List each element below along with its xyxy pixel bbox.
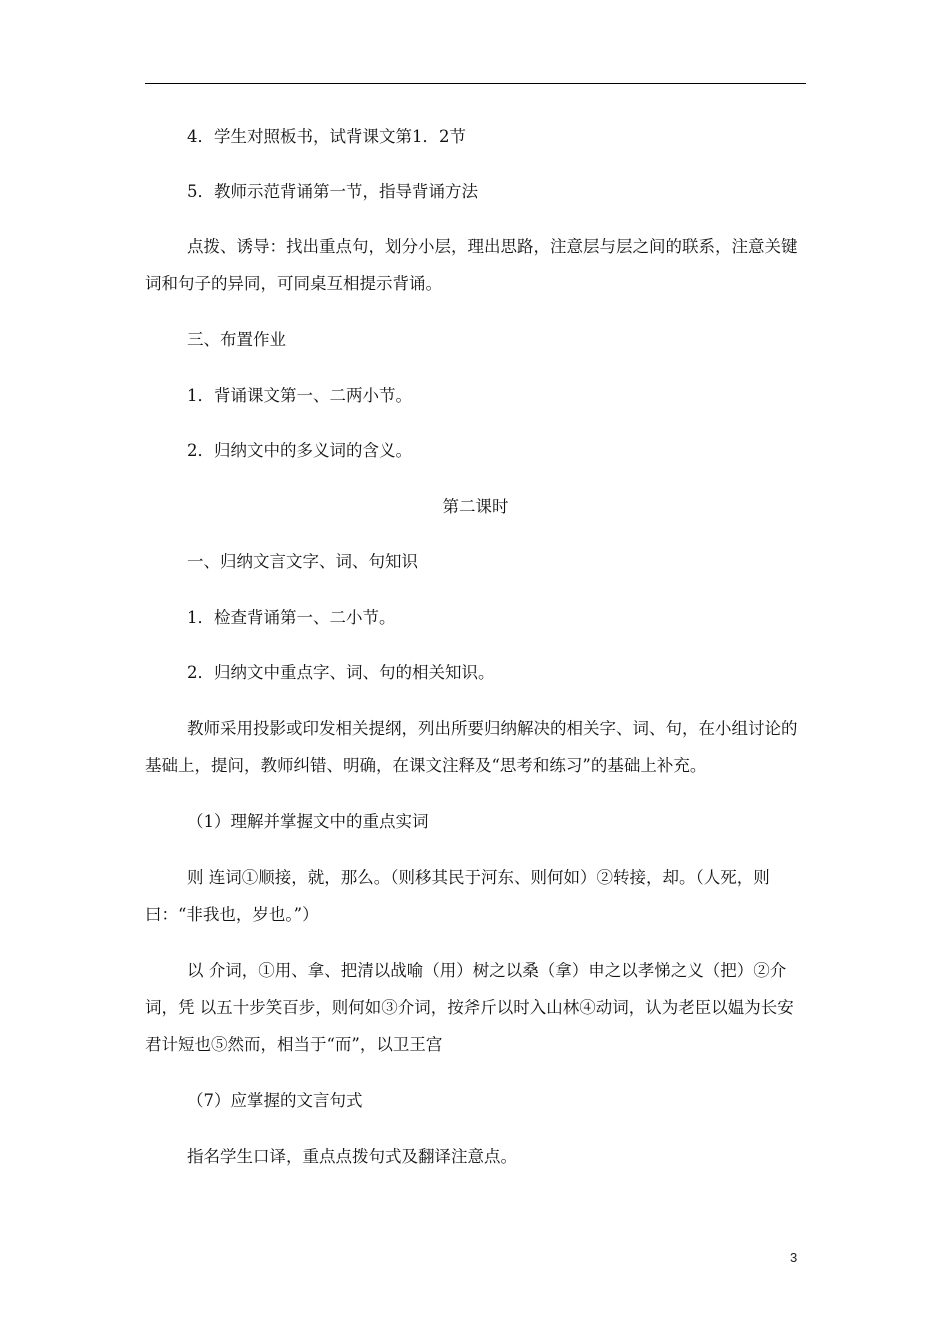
text-line: 教师采用投影或印发相关提纲，列出所要归纳解决的相关字、词、句，在小组讨论的 xyxy=(187,719,798,738)
subsection-heading: （7）应掌握的文言句式 xyxy=(187,1091,363,1110)
subsection-heading: （1）理解并掌握文中的重点实词 xyxy=(187,812,429,831)
text-line: 词和句子的异同，可同桌互相提示背诵。 xyxy=(145,274,442,293)
page-number: 3 xyxy=(790,1250,798,1265)
text-line: 曰：“非我也，岁也。”） xyxy=(145,905,319,924)
text-line: 基础上，提问，教师纠错、明确，在课文注释及“思考和练习”的基础上补充。 xyxy=(145,756,707,775)
text-line: 4．学生对照板书，试背课文第1．2节 xyxy=(187,127,466,146)
text-line: 2．归纳文中的多义词的含义。 xyxy=(187,441,412,460)
text-line: 词，凭 以五十步笑百步，则何如③介词，按斧斤以时入山林④动词，认为老臣以媪为长安 xyxy=(145,998,794,1017)
text-line: 君计短也⑤然而，相当于“而”，以卫王宫 xyxy=(145,1035,443,1054)
text-line: 指名学生口译，重点点拨句式及翻译注意点。 xyxy=(187,1147,517,1166)
text-line: 则 连词①顺接，就，那么。（则移其民于河东、则何如）②转接，却。（人死，则 xyxy=(187,868,770,887)
text-line: 1．检查背诵第一、二小节。 xyxy=(187,608,396,627)
section-heading: 三、布置作业 xyxy=(187,330,286,349)
text-line: 1．背诵课文第一、二两小节。 xyxy=(187,386,412,405)
lesson-title: 第二课时 xyxy=(442,497,509,516)
header-rule xyxy=(145,83,806,84)
text-line: 5．教师示范背诵第一节，指导背诵方法 xyxy=(187,182,478,201)
text-line: 点拨、诱导：找出重点句，划分小层，理出思路，注意层与层之间的联系，注意关键 xyxy=(187,237,798,256)
section-heading: 一、归纳文言文字、词、句知识 xyxy=(187,552,418,571)
text-line: 2．归纳文中重点字、词、句的相关知识。 xyxy=(187,663,495,682)
text-line: 以 介词，①用、拿、把清以战喻（用）树之以桑（拿）申之以孝悌之义（把）②介 xyxy=(187,961,787,980)
